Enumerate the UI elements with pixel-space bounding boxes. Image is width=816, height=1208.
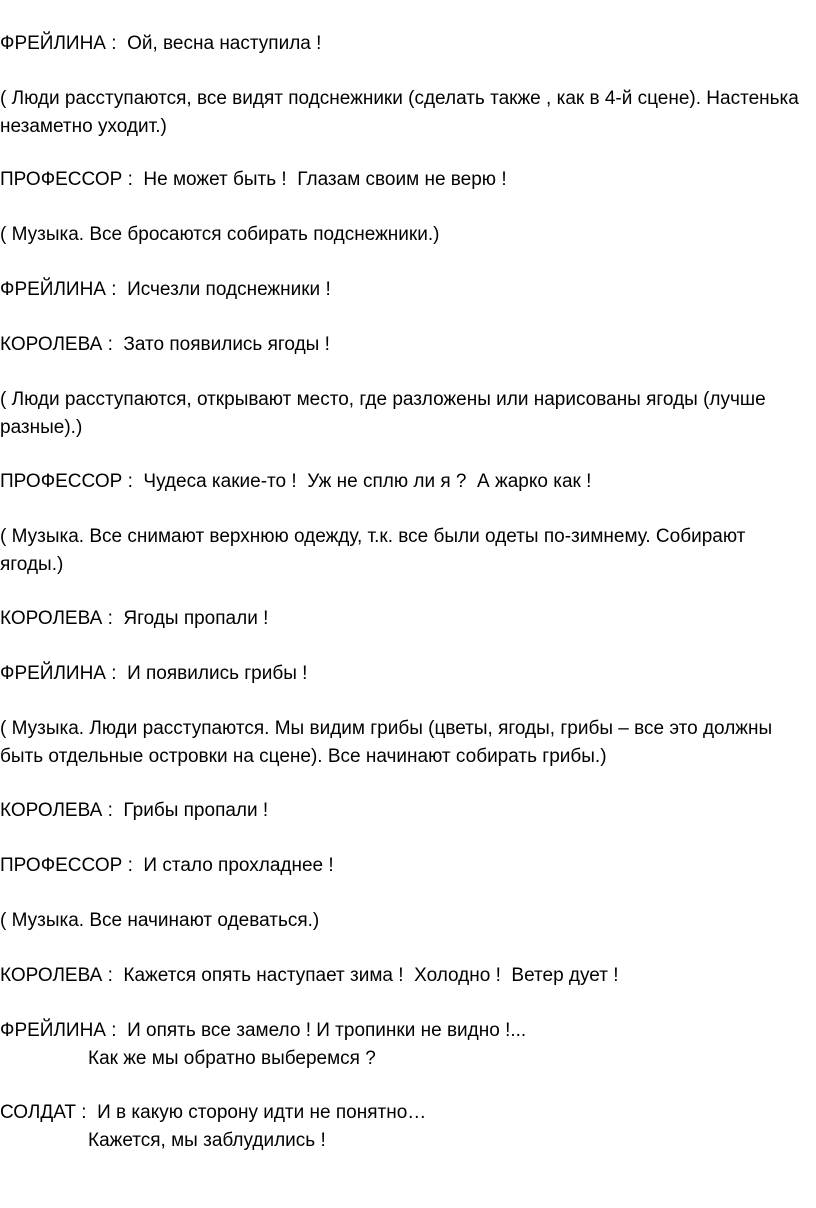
text-line: ПРОФЕССОР : Чудеса какие-то ! Уж не сплю ли я ? А жарко как ! [0,471,592,492]
line-koroleva-berries-appeared [0,331,812,359]
line-soldat-lost [0,1099,812,1155]
line-professor-cooler [0,852,812,880]
line-koroleva-mushrooms-gone [0,797,812,825]
text-line: КОРОЛЕВА : Зато появились ягоды ! [0,334,330,355]
text-line: ( Музыка. Люди расступаются. Мы видим грибы (цветы, ягоды, грибы – все это должны [0,718,773,739]
line-freylina-mushrooms [0,660,812,688]
text-line: ягоды.) [0,554,64,575]
line-professor-cannot-be [0,166,812,194]
line-freylina-snowed [0,1017,812,1073]
stage-direction-collect-snowdrops [0,221,812,249]
text-line: ФРЕЙЛИНА : И опять все замело ! И тропинки не видно !... [0,1020,527,1041]
line-koroleva-winter [0,962,812,990]
text-line: ( Люди расступаются, открывают место, где разложены или нарисованы ягоды (лучше [0,389,766,410]
text-line: быть отдельные островки на сцене). Все начинают собирать грибы.) [0,746,607,767]
line-professor-miracles [0,468,812,496]
text-line: разные).) [0,417,83,438]
text-line: ( Музыка. Все начинают одеваться.) [0,910,320,931]
text-line: КОРОЛЕВА : Грибы пропали ! [0,800,269,821]
stage-direction-berries [0,386,812,442]
text-line: СОЛДАТ : И в какую сторону идти не понятно… [0,1102,427,1123]
text-line: ( Люди расступаются, все видят подснежники (сделать также , как в 4-й сцене). Настенька [0,88,799,109]
text-line: ПРОФЕССОР : Не может быть ! Глазам своим не верю ! [0,169,507,190]
stage-direction-mushrooms [0,715,812,771]
line-koroleva-berries-gone [0,605,812,633]
stage-direction-snowdrops [0,85,812,141]
stage-direction-dress-up [0,907,812,935]
text-line: КОРОЛЕВА : Кажется опять наступает зима ! Холодно ! Ветер дует ! [0,965,619,986]
line-freylina-snowdrops-gone [0,276,812,304]
text-line: ( Музыка. Все бросаются собирать подснежники.) [0,224,440,245]
text-line: КОРОЛЕВА : Ягоды пропали ! [0,608,269,629]
text-line: ФРЕЙЛИНА : Ой, весна наступила ! [0,33,322,54]
text-line: ФРЕЙЛИНА : И появились грибы ! [0,663,308,684]
text-line: Как же мы обратно выберемся ? [88,1048,376,1069]
text-line: незаметно уходит.) [0,116,167,137]
text-line: ( Музыка. Все снимают верхнюю одежду, т.к. все были одеты по-зимнему. Собирают [0,526,746,547]
text-line: ПРОФЕССОР : И стало прохладнее ! [0,855,334,876]
line-freylina-spring [0,30,812,58]
stage-direction-take-off-clothes [0,523,812,579]
text-line: ФРЕЙЛИНА : Исчезли подснежники ! [0,279,331,300]
text-line: Кажется, мы заблудились ! [88,1130,326,1151]
